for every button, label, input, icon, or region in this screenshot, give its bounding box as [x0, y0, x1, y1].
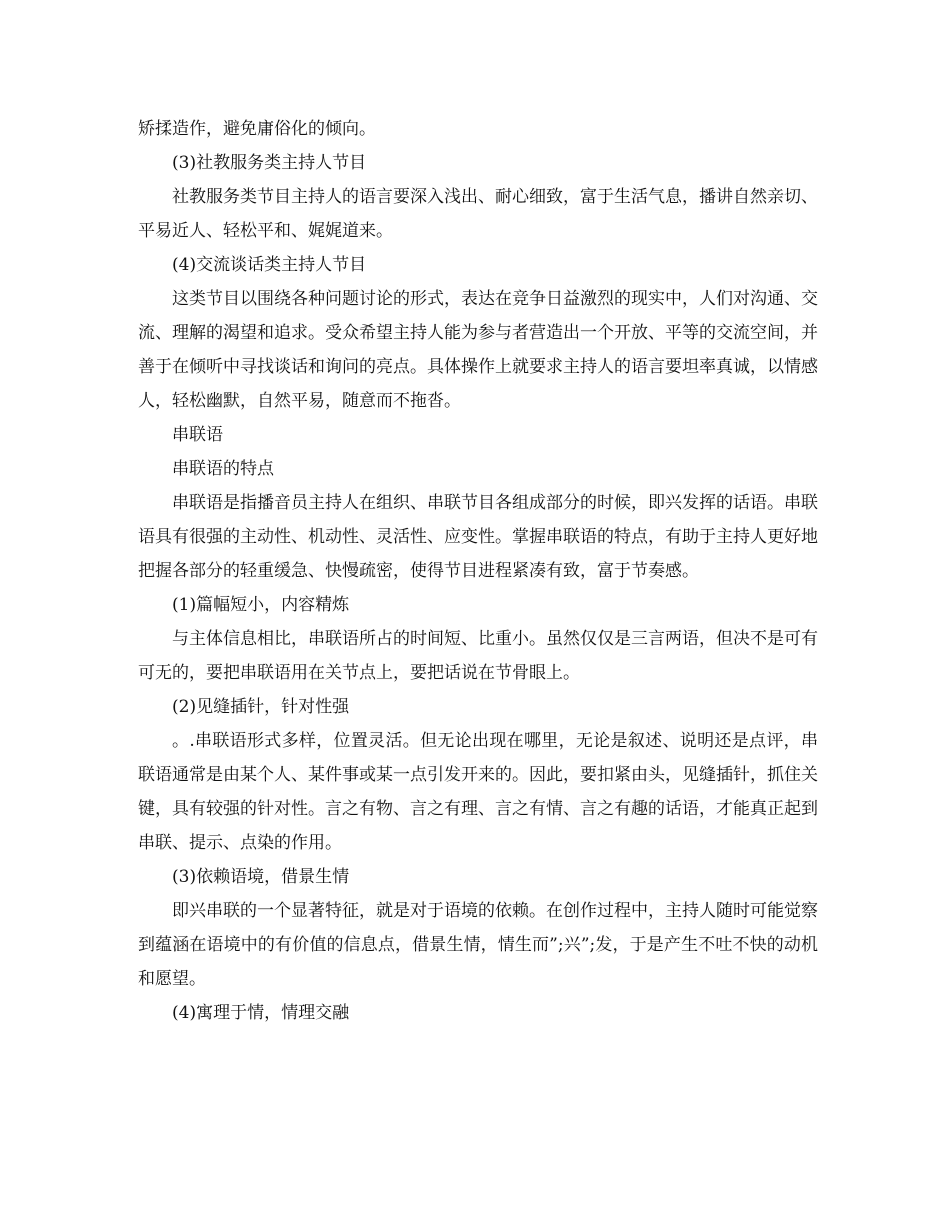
body-paragraph: 这类节目以围绕各种问题讨论的形式，表达在竞争日益激烈的现实中，人们对沟通、交流、理解的渴望和追求。受众希望主持人能为参与者营造出一个开放、平等的交流空间，并善于在倾听中寻找谈话和询问的亮点。具体操作上就要求主持人的语言要坦率真诚，以情感人，轻松幽默，自然平易，随意而不拖沓。 — [138, 289, 818, 411]
body-paragraph: 矫揉造作，避免庸俗化的倾向。 — [138, 119, 376, 139]
section-heading: (4)交流谈话类主持人节目 — [172, 255, 367, 275]
section-heading: (1)篇幅短小，内容精炼 — [172, 595, 350, 615]
body-paragraph: 即兴串联的一个显著特征，就是对于语境的依赖。在创作过程中，主持人随时可能觉察到蕴涵在语境中的有价值的信息点，借景生情，情生而”;兴”;发，于是产生不吐不快的动机和愿望。 — [138, 901, 818, 989]
section-heading: (4)寓理于情，情理交融 — [172, 1003, 350, 1023]
body-paragraph: 与主体信息相比，串联语所占的时间短、比重小。虽然仅仅是三言两语，但决不是可有可无的，要把串联语用在关节点上，要把话说在节骨眼上。 — [138, 629, 818, 683]
section-heading: (3)依赖语境，借景生情 — [172, 867, 350, 887]
section-heading: 串联语 — [172, 425, 223, 445]
body-paragraph: 社教服务类节目主持人的语言要深入浅出、耐心细致，富于生活气息，播讲自然亲切、平易近人、轻松平和、娓娓道来。 — [138, 187, 818, 241]
section-heading: (3)社教服务类主持人节目 — [172, 153, 367, 173]
document-body — [138, 112, 818, 1030]
section-heading: 串联语的特点 — [172, 459, 274, 479]
body-paragraph: 串联语是指播音员主持人在组织、串联节目各组成部分的时候，即兴发挥的话语。串联语具有很强的主动性、机动性、灵活性、应变性。掌握串联语的特点，有助于主持人更好地把握各部分的轻重缓急、快慢疏密，使得节目进程紧凑有致，富于节奏感。 — [138, 493, 818, 581]
body-paragraph: 。.串联语形式多样，位置灵活。但无论出现在哪里，无论是叙述、说明还是点评，串联语通常是由某个人、某件事或某一点引发开来的。因此，要扣紧由头，见缝插针，抓住关键，具有较强的针对性。言之有物、言之有理、言之有情、言之有趣的话语，才能真正起到串联、提示、点染的作用。 — [138, 731, 818, 853]
section-heading: (2)见缝插针，针对性强 — [172, 697, 350, 717]
